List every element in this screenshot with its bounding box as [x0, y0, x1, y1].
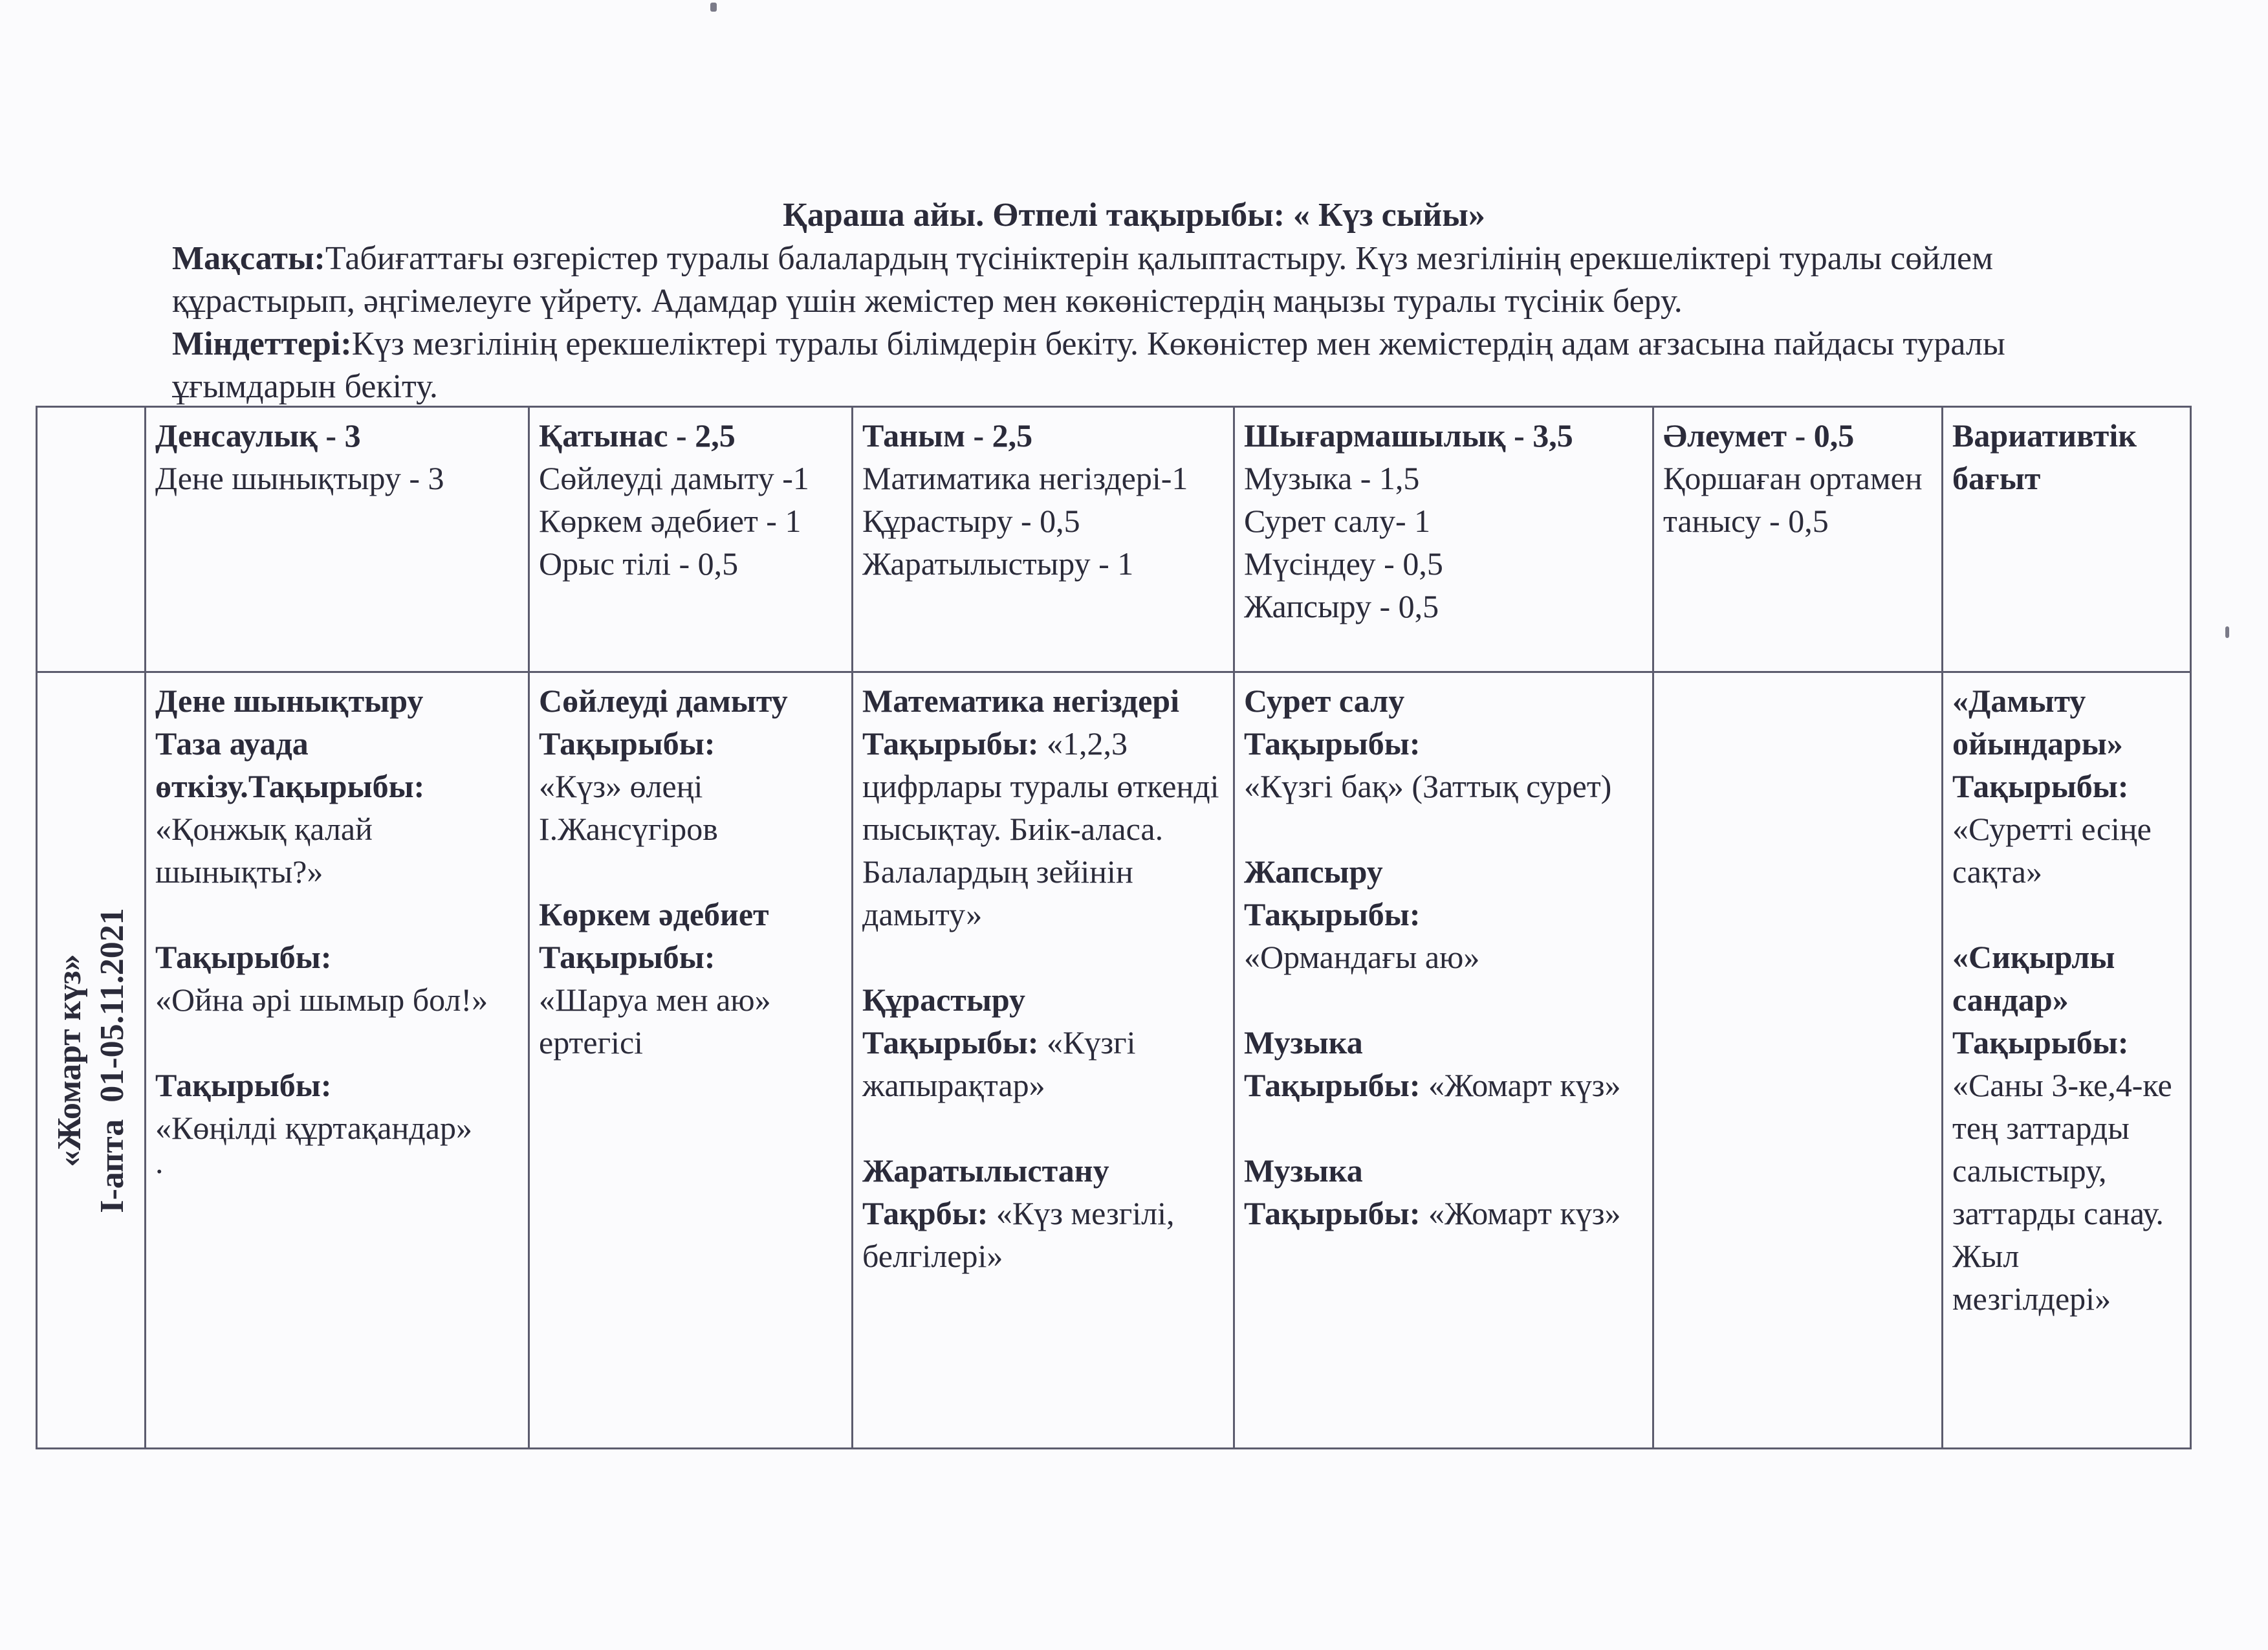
- communication-area-line: Орыс тілі - 0,5: [539, 545, 739, 582]
- topic-label: Тақырыбы:: [1244, 1067, 1421, 1103]
- communication-area-title: Қатынас - 2,5: [539, 417, 736, 454]
- week-label-cell: [37, 672, 146, 1449]
- tasks-text: Күз мезгілінің ерекшеліктері туралы білімдерін бекіту. Көкөністер мен жемістердің адам ағзасына пайдасы туралы ұғымдарын бекіту.: [172, 325, 2005, 405]
- cognition-activities-cell: [853, 672, 1234, 1449]
- creativity-area-title: Шығармашылық - 3,5: [1244, 417, 1573, 454]
- creativity-activities-cell: [1234, 672, 1653, 1449]
- activity-topic: «Жомарт күз»: [1420, 1195, 1621, 1231]
- stray-dot: .: [155, 1144, 164, 1180]
- activity-subject: «Дамыту ойындары»: [1952, 683, 2123, 762]
- activity-block: [1244, 679, 1643, 808]
- health-activities-cell: [146, 672, 529, 1449]
- health-area-title: Денсаулық - 3: [155, 417, 361, 454]
- week-label: [49, 908, 134, 1213]
- activity-topic: «Жомарт күз»: [1420, 1067, 1621, 1103]
- communication-activities-cell: [529, 672, 853, 1449]
- scan-speck: [710, 3, 717, 12]
- scan-speck: [2225, 626, 2229, 638]
- activity-subject: Көркем әдебиет: [539, 896, 769, 932]
- activity-block: [155, 679, 519, 893]
- social-area-title: Әлеумет - 0,5: [1663, 417, 1855, 454]
- header-cognition: [853, 407, 1234, 672]
- tasks-paragraph: [172, 323, 2164, 408]
- topic-label: Тақырыбы:: [862, 1024, 1039, 1061]
- cognition-area-line: Құрастыру - 0,5: [862, 503, 1080, 539]
- topic-label: Тақырыбы:: [1952, 768, 2129, 804]
- activity-topic: «Шаруа мен аю» ертегісі: [539, 982, 771, 1061]
- activity-topic: «Саны 3-ке,4-ке тең заттарды салыстыру, заттарды санау. Жыл мезгілдері»: [1952, 1067, 2172, 1317]
- activity-block: [862, 1149, 1224, 1277]
- activity-subject: Сурет салу: [1244, 683, 1405, 719]
- creativity-area-line: Музыка - 1,5: [1244, 460, 1420, 496]
- activity-block: [1244, 850, 1643, 978]
- social-area-line: Қоршаған ортамен танысу - 0,5: [1663, 460, 1923, 539]
- creativity-area-line: Жапсыру - 0,5: [1244, 588, 1439, 624]
- goal-text: Табиғаттағы өзгерістер туралы балалардың түсініктерін қалыптастыру. Күз мезгілінің ерекшеліктері туралы сөйлем құрастырып, әңгімелеуге үйрету. Адамдар үшін жемістер мен көкөністердің маңызы туралы түсінік беру.: [172, 240, 1994, 320]
- activity-subject: Музыка: [1244, 1152, 1363, 1189]
- header-variative: [1943, 407, 2191, 672]
- activity-block: [1952, 679, 2181, 893]
- header-health: [146, 407, 529, 672]
- topic-label: Тақырыбы:: [1244, 1195, 1421, 1231]
- activity-subject: Музыка: [1244, 1024, 1363, 1061]
- header-creativity: [1234, 407, 1653, 672]
- topic-label: Тақрбы:: [862, 1195, 988, 1231]
- topic-label: Тақырыбы:: [155, 939, 332, 975]
- topic-label: Тақырыбы:: [539, 725, 715, 762]
- header-social: [1653, 407, 1943, 672]
- goal-label: Мақсаты:: [172, 240, 325, 277]
- activity-topic: «Күзгі бақ» (Заттық сурет): [1244, 768, 1612, 804]
- topic-label: Тақырыбы:: [1244, 725, 1421, 762]
- activity-topic: «Күзгі жапырақтар»: [862, 1024, 1136, 1103]
- intro-text: [172, 237, 2164, 408]
- topic-label: Тақырыбы:: [539, 939, 715, 975]
- week-theme: «Жомарт күз»: [50, 953, 88, 1167]
- activity-topic: «Қонжық қалай шынықты?»: [155, 811, 373, 890]
- week-row: [37, 672, 2191, 1449]
- topic-label: Тақырыбы:: [1244, 896, 1421, 932]
- health-area-line: Дене шынықтыру - 3: [155, 460, 444, 496]
- activity-block: [539, 679, 842, 850]
- topic-label: Тақырыбы:: [1952, 1024, 2129, 1061]
- activity-topic: «Көңілді құртақандар»: [155, 1110, 472, 1146]
- activity-topic: «Күз мезгілі, белгілері»: [862, 1195, 1175, 1274]
- activity-block: [155, 1064, 519, 1180]
- week-dates: І-апта 01-05.11.2021: [93, 907, 131, 1213]
- activity-block: [862, 978, 1224, 1106]
- topic-label: Тақырыбы:: [155, 1067, 332, 1103]
- activity-subject: Құрастыру: [862, 982, 1026, 1018]
- page-title: Қараша айы. Өтпелі тақырыбы: « Күз сыйы»: [783, 197, 1485, 234]
- activity-topic: «1,2,3 цифрлары туралы өткенді пысықтау. Биік-аласа. Балалардың зейінін дамыту»: [862, 725, 1219, 932]
- activity-topic: «Ойна әрі шымыр бол!»: [155, 982, 488, 1018]
- activity-block: [1244, 1021, 1643, 1106]
- header-communication: [529, 407, 853, 672]
- cognition-area-title: Таным - 2,5: [862, 417, 1033, 454]
- creativity-area-line: Сурет салу- 1: [1244, 503, 1431, 539]
- topic-label: Тақырыбы:: [248, 768, 425, 804]
- header-empty-cell: [37, 407, 146, 672]
- variative-area-title: Вариативтік бағыт: [1952, 417, 2137, 496]
- goal-paragraph: [172, 237, 2164, 323]
- topic-label: Тақырыбы:: [862, 725, 1039, 762]
- activity-topic: «Ормандағы аю»: [1244, 939, 1480, 975]
- activity-subject: Дене шынықтыру: [155, 683, 424, 719]
- activity-subject: Сөйлеуді дамыту: [539, 683, 788, 719]
- activity-block: [155, 936, 519, 1021]
- activity-subject: Жапсыру: [1244, 853, 1383, 890]
- creativity-area-line: Мүсіндеу - 0,5: [1244, 545, 1443, 582]
- activity-subject: Математика негіздері: [862, 683, 1179, 719]
- activity-subject-note: Таза ауада өткізу.: [155, 725, 309, 804]
- social-activities-cell: [1653, 672, 1943, 1449]
- activity-topic: «Күз» өлеңі І.Жансүгіров: [539, 768, 718, 847]
- tasks-label: Міндеттері:: [172, 325, 352, 362]
- cognition-area-line: Жаратылыстыру - 1: [862, 545, 1134, 582]
- activity-block: [1244, 1149, 1643, 1235]
- activity-subject: Жаратылыстану: [862, 1152, 1109, 1189]
- variative-activities-cell: [1943, 672, 2191, 1449]
- activity-subject: «Сиқырлы сандар»: [1952, 939, 2115, 1018]
- cognition-area-line: Матиматика негіздері-1: [862, 460, 1188, 496]
- communication-area-line: Сөйлеуді дамыту -1: [539, 460, 809, 496]
- lesson-plan-table: [36, 406, 2192, 1449]
- activity-block: [1952, 936, 2181, 1320]
- activity-topic: «Суретті есіңе сақта»: [1952, 811, 2152, 890]
- header-row: [37, 407, 2191, 672]
- communication-area-line: Көркем әдебиет - 1: [539, 503, 801, 539]
- activity-block: [862, 679, 1224, 936]
- activity-block: [539, 893, 842, 1064]
